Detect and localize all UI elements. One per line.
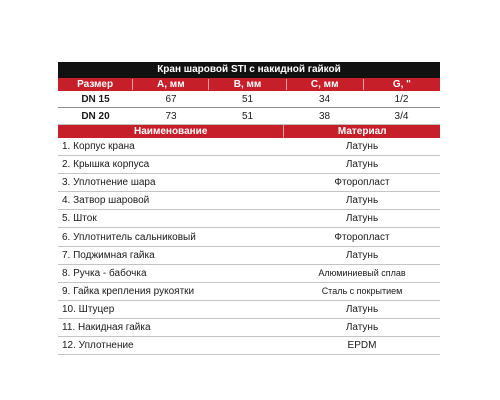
cell-c: 38 — [318, 110, 331, 122]
col-header-c: C, мм — [286, 79, 363, 90]
col-header-a: A, мм — [132, 79, 208, 90]
part-material: Сталь с покрытием — [321, 286, 403, 297]
parts-row — [58, 319, 440, 337]
cell-size: DN 15 — [81, 93, 110, 105]
col-header-size: Размер — [77, 79, 114, 90]
cell-g: 1/2 — [394, 93, 409, 105]
col-header-b: B, мм — [208, 79, 285, 90]
part-name: 7. Поджимная гайка — [62, 249, 155, 261]
part-name: 8. Ручка - бабочка — [62, 267, 147, 279]
parts-row — [58, 265, 440, 283]
parts-row — [58, 301, 440, 319]
parts-row — [58, 247, 440, 265]
cell-a: 67 — [165, 93, 177, 105]
cell-b: 51 — [241, 110, 254, 122]
parts-row — [58, 174, 440, 192]
parts-row — [58, 210, 440, 228]
col-header-name: Наименование — [134, 126, 208, 137]
part-name: 1. Корпус крана — [62, 141, 135, 153]
parts-row — [58, 192, 440, 210]
cell-g: 3/4 — [394, 110, 409, 122]
part-material: Латунь — [345, 213, 379, 225]
part-name: 3. Уплотнение шара — [62, 177, 156, 189]
cell-c: 34 — [318, 93, 331, 105]
parts-row — [58, 138, 440, 156]
cell-size: DN 20 — [81, 110, 110, 122]
dimensions-row — [58, 108, 440, 125]
part-name: 2. Крышка корпуса — [62, 159, 150, 171]
part-name: 12. Уплотнение — [62, 340, 134, 352]
part-material: Фторопласт — [334, 177, 390, 189]
part-name: 11. Накидная гайка — [62, 321, 151, 333]
part-material: Латунь — [345, 141, 379, 153]
col-header-g: G, " — [363, 79, 440, 90]
part-material: Латунь — [345, 321, 379, 333]
table-title: Кран шаровой STI с накидной гайкой — [58, 62, 440, 78]
parts-row — [58, 337, 440, 355]
part-material: Латунь — [345, 303, 379, 315]
part-material: Алюминиевый сплав — [318, 268, 406, 279]
parts-header — [58, 125, 440, 138]
parts-row — [58, 228, 440, 246]
col-header-material: Материал — [283, 125, 440, 138]
cell-a: 73 — [165, 110, 177, 122]
dimensions-header — [58, 78, 440, 91]
dimensions-row — [58, 91, 440, 108]
part-material: Латунь — [345, 195, 379, 207]
part-name: 5. Шток — [62, 213, 97, 225]
cell-b: 51 — [241, 93, 254, 105]
spec-sheet — [58, 62, 440, 355]
part-name: 10. Штуцер — [62, 303, 115, 315]
parts-row — [58, 156, 440, 174]
parts-row — [58, 283, 440, 301]
part-material: Фторопласт — [334, 231, 390, 243]
part-name: 4. Затвор шаровой — [62, 195, 150, 207]
part-name: 9. Гайка крепления рукоятки — [62, 285, 195, 297]
part-material: EPDM — [347, 340, 377, 352]
part-material: Латунь — [345, 249, 379, 261]
part-name: 6. Уплотнитель сальниковый — [62, 231, 196, 243]
part-material: Латунь — [345, 159, 379, 171]
